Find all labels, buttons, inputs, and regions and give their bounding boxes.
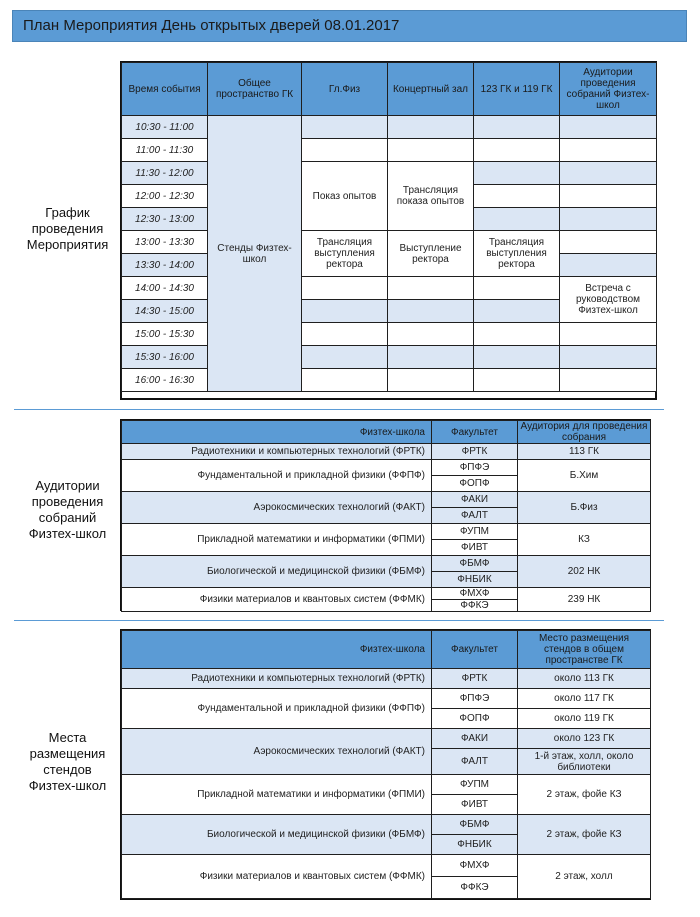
time-cell: 15:30 - 16:00 — [122, 346, 208, 369]
schedule-section-label: График проведения Мероприятия — [26, 205, 109, 252]
rooms-faculty: ФФКЭ — [432, 600, 518, 612]
event-meeting: Встреча с руководством Физтех-школ — [560, 277, 657, 323]
stands-school: Фундаментальной и прикладной физики (ФФПФ) — [122, 689, 432, 729]
stands-school: Биологической и медицинской физики (ФБМФ) — [122, 815, 432, 855]
stands-header-school: Физтех-школа — [122, 631, 432, 669]
rooms-school: Биологической и медицинской физики (ФБМФ) — [122, 556, 432, 588]
schedule-header-hall: Концертный зал — [388, 63, 474, 116]
rooms-header-place: Аудитория для проведения собрания — [518, 421, 651, 444]
time-cell: 12:00 - 12:30 — [122, 185, 208, 208]
rooms-place: КЗ — [518, 524, 651, 556]
stands-place: около 117 ГК — [518, 689, 651, 709]
stands-school: Прикладной математики и информатики (ФПМИ) — [122, 775, 432, 815]
rooms-school: Физики материалов и квантовых систем (ФФМК) — [122, 588, 432, 612]
event-gk-rector: Трансляция выступления ректора — [474, 231, 560, 277]
stands-place: около 123 ГК — [518, 729, 651, 749]
rooms-school: Фундаментальной и прикладной физики (ФФПФ) — [122, 460, 432, 492]
time-cell: 11:30 - 12:00 — [122, 162, 208, 185]
rooms-faculty: ФРТК — [432, 444, 518, 460]
time-cell: 11:00 - 11:30 — [122, 139, 208, 162]
stands-faculty: ФИВТ — [432, 795, 518, 815]
schedule-header-meetings: Аудитории проведения собраний Физтех-школ — [560, 63, 657, 116]
rooms-section-label: Аудитории проведения собраний Физтех-школ — [28, 478, 107, 541]
event-hall-show: Трансляция показа опытов — [388, 162, 474, 231]
page-title: План Мероприятия День открытых дверей 08.01.2017 — [23, 17, 400, 34]
stands-place: около 119 ГК — [518, 709, 651, 729]
stands-table — [121, 630, 651, 899]
rooms-header-faculty: Факультет — [432, 421, 518, 444]
rooms-faculty: ФБМФ — [432, 556, 518, 572]
rooms-faculty: ФИВТ — [432, 540, 518, 556]
section-divider — [14, 409, 664, 410]
schedule-header-glfiz: Гл.Физ — [302, 63, 388, 116]
schedule-header-time: Время события — [122, 63, 208, 116]
rooms-faculty: ФПФЭ — [432, 460, 518, 476]
stands-faculty: ФУПМ — [432, 775, 518, 795]
time-cell: 10:30 - 11:00 — [122, 116, 208, 139]
rooms-faculty: ФУПМ — [432, 524, 518, 540]
stands-faculty: ФРТК — [432, 669, 518, 689]
stands-header-place: Место размещения стендов в общем пространстве ГК — [518, 631, 651, 669]
rooms-place: Б.Физ — [518, 492, 651, 524]
time-cell: 13:00 - 13:30 — [122, 231, 208, 254]
stands-place: 1-й этаж, холл, около библиотеки — [518, 749, 651, 775]
rooms-faculty: ФАЛТ — [432, 508, 518, 524]
rooms-faculty: ФАКИ — [432, 492, 518, 508]
rooms-faculty: ФНБИК — [432, 572, 518, 588]
time-cell: 14:30 - 15:00 — [122, 300, 208, 323]
time-cell: 13:30 - 14:00 — [122, 254, 208, 277]
stands-faculty: ФНБИК — [432, 835, 518, 855]
rooms-place: 239 НК — [518, 588, 651, 612]
rooms-school: Аэрокосмических технологий (ФАКТ) — [122, 492, 432, 524]
title-bar — [12, 10, 687, 42]
stands-section-label: Места размещения стендов Физтех-школ — [28, 730, 107, 793]
stands-faculty: ФАЛТ — [432, 749, 518, 775]
schedule-header-gk: 123 ГК и 119 ГК — [474, 63, 560, 116]
rooms-place: Б.Хим — [518, 460, 651, 492]
stands-place: около 113 ГК — [518, 669, 651, 689]
stands-school: Физики материалов и квантовых систем (ФФМК) — [122, 855, 432, 899]
stands-header-faculty: Факультет — [432, 631, 518, 669]
rooms-place: 113 ГК — [518, 444, 651, 460]
stands-faculty: ФОПФ — [432, 709, 518, 729]
stands-place: 2 этаж, фойе КЗ — [518, 775, 651, 815]
time-cell: 15:00 - 15:30 — [122, 323, 208, 346]
stands-faculty: ФБМФ — [432, 815, 518, 835]
stands-school: Аэрокосмических технологий (ФАКТ) — [122, 729, 432, 775]
rooms-table — [121, 420, 651, 612]
rooms-faculty: ФМХФ — [432, 588, 518, 600]
event-glfiz-show: Показ опытов — [302, 162, 388, 231]
stands-place: 2 этаж, фойе КЗ — [518, 815, 651, 855]
stands-faculty: ФМХФ — [432, 855, 518, 877]
schedule-header-common: Общее пространство ГК — [208, 63, 302, 116]
stands-school: Радиотехники и компьютерных технологий (ФРТК) — [122, 669, 432, 689]
time-cell: 14:00 - 14:30 — [122, 277, 208, 300]
rooms-header-school: Физтех-школа — [122, 421, 432, 444]
section-divider — [14, 620, 664, 621]
event-glfiz-rector: Трансляция выступления ректора — [302, 231, 388, 277]
stands-faculty: ФАКИ — [432, 729, 518, 749]
rooms-school: Прикладной математики и информатики (ФПМИ) — [122, 524, 432, 556]
stands-place: 2 этаж, холл — [518, 855, 651, 899]
schedule-table — [121, 62, 657, 392]
time-cell: 16:00 - 16:30 — [122, 369, 208, 392]
event-hall-rector: Выступление ректора — [388, 231, 474, 277]
event-stands: Стенды Физтех-школ — [208, 116, 302, 392]
rooms-place: 202 НК — [518, 556, 651, 588]
rooms-faculty: ФОПФ — [432, 476, 518, 492]
stands-faculty: ФФКЭ — [432, 877, 518, 899]
time-cell: 12:30 - 13:00 — [122, 208, 208, 231]
rooms-school: Радиотехники и компьютерных технологий (ФРТК) — [122, 444, 432, 460]
stands-faculty: ФПФЭ — [432, 689, 518, 709]
